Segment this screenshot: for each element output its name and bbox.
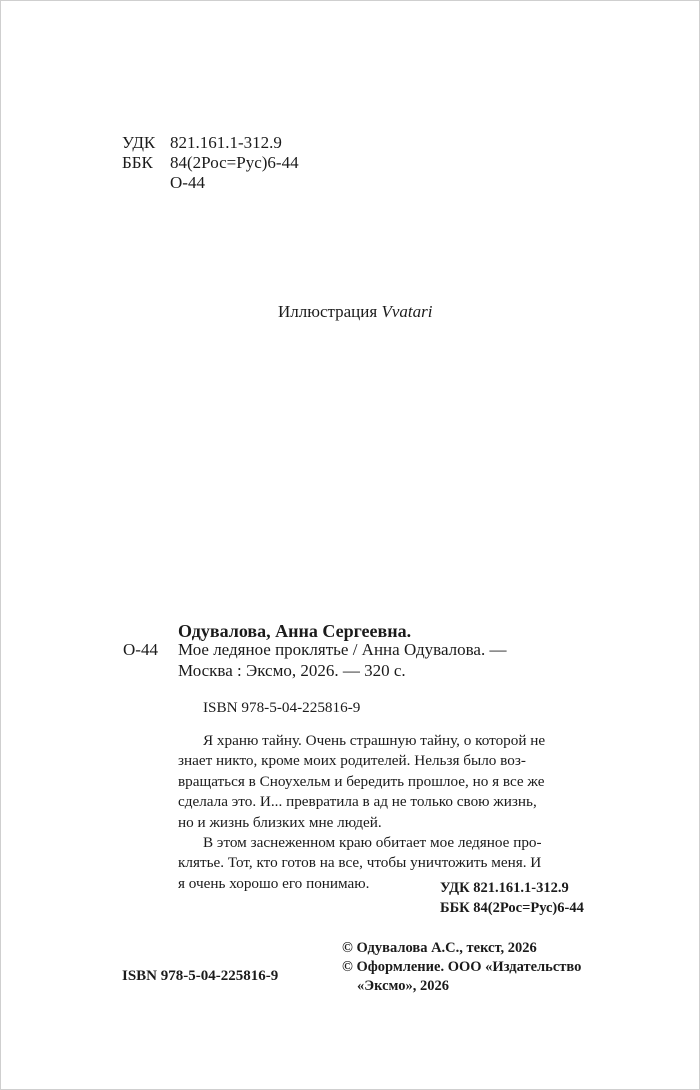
copyright-block bbox=[342, 939, 581, 996]
bbk-value: 84(2Рос=Рус)6-44 bbox=[170, 153, 299, 172]
annotation-line: вращаться в Сноухельм и бередить прошлое, но я все же bbox=[178, 772, 545, 790]
annotation-paragraph-1 bbox=[178, 731, 614, 833]
bibliographic-line-2: Москва : Эксмо, 2026. — 320 с. bbox=[178, 661, 406, 680]
udk-row bbox=[122, 133, 299, 153]
illustration-artist: Vvatari bbox=[381, 302, 433, 321]
footer-classification bbox=[440, 878, 584, 918]
copyright-text-line: © Одувалова А.С., текст, 2026 bbox=[342, 940, 537, 956]
footer-udk: УДК 821.161.1-312.9 bbox=[440, 880, 569, 896]
copyright-design-line: © Оформление. ООО «Издательство bbox=[342, 959, 582, 975]
author-mark: О-44 bbox=[170, 173, 205, 192]
annotation-line: сделала это. И... превратила в ад не только свою жизнь, bbox=[178, 793, 537, 811]
shelf-mark: О-44 bbox=[123, 640, 158, 659]
udk-label: УДК bbox=[122, 133, 156, 152]
bbk-row bbox=[122, 153, 299, 173]
illustration-credit bbox=[278, 302, 432, 322]
author-mark-row bbox=[122, 173, 299, 193]
bibliographic-line-1: Мое ледяное проклятье / Анна Одувалова. — bbox=[178, 640, 507, 659]
annotation bbox=[178, 731, 614, 894]
footer-isbn: ISBN 978-5-04-225816-9 bbox=[122, 968, 279, 984]
copyright-publisher-line: «Эксмо», 2026 bbox=[357, 978, 449, 994]
bbk-label: ББК bbox=[122, 153, 153, 172]
annotation-line: я очень хорошо его понимаю. bbox=[178, 874, 370, 892]
footer-bbk: ББК 84(2Рос=Рус)6-44 bbox=[440, 900, 584, 916]
annotation-line: Я храню тайну. Очень страшную тайну, о которой не bbox=[203, 732, 546, 749]
isbn-line: ISBN 978-5-04-225816-9 bbox=[203, 699, 361, 716]
annotation-line: В этом заснеженном краю обитает мое ледяное про- bbox=[203, 834, 542, 852]
annotation-line: но и жизнь близких мне людей. bbox=[178, 813, 382, 831]
classification-block bbox=[122, 133, 299, 193]
udk-value: 821.161.1-312.9 bbox=[170, 133, 282, 152]
illustration-prefix: Иллюстрация bbox=[278, 302, 378, 321]
book-author: Одувалова, Анна Сергеевна. bbox=[178, 621, 412, 641]
annotation-line: знает никто, кроме моих родителей. Нельзя было воз- bbox=[178, 752, 526, 770]
annotation-line: клятье. Тот, кто готов на все, чтобы уничтожить меня. И bbox=[178, 854, 542, 872]
